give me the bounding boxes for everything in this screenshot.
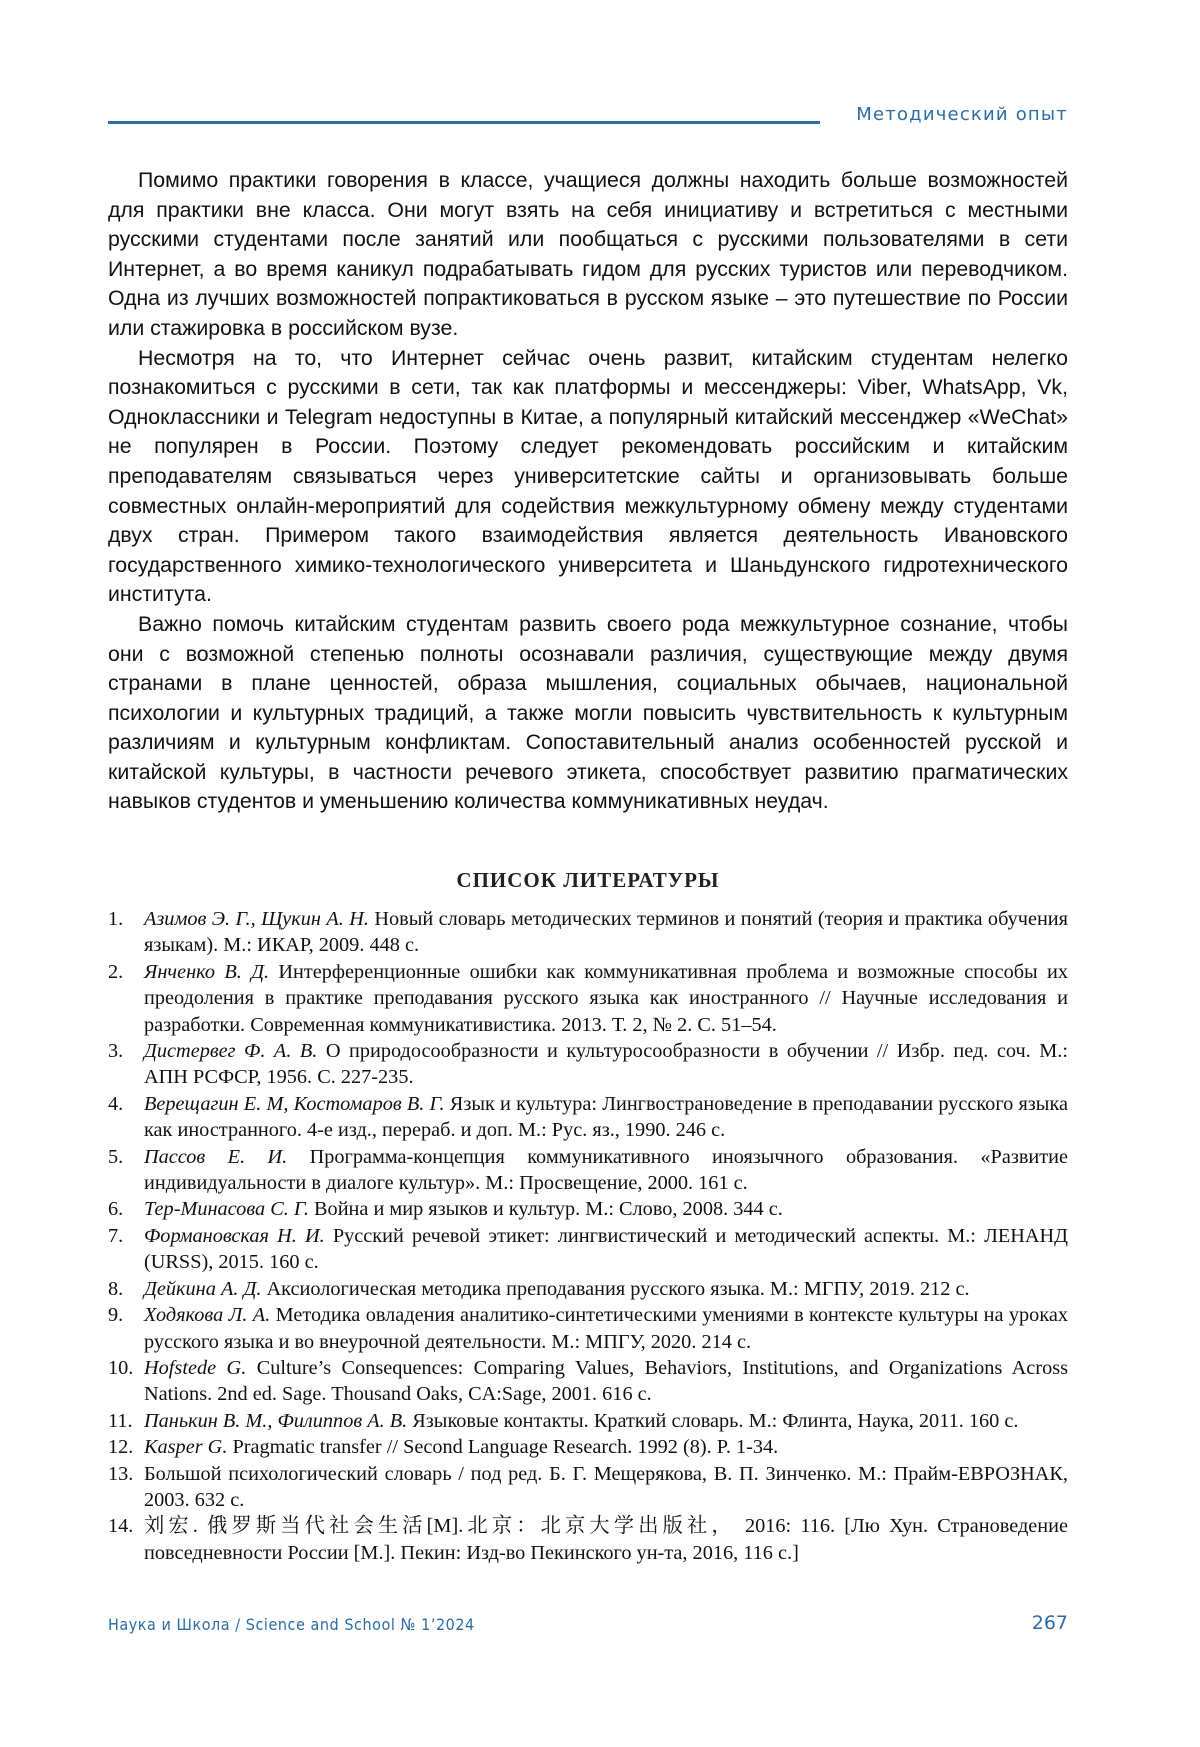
reference-number: 5. <box>108 1145 124 1168</box>
article-body <box>108 166 1068 817</box>
reference-number: 14. <box>108 1515 134 1538</box>
reference-number: 3. <box>108 1040 124 1063</box>
header-rule <box>108 121 820 124</box>
journal-name: Наука и Школа / Science and School № 1’2024 <box>108 1615 475 1634</box>
reference-authors: Ходякова Л. А. <box>144 1304 271 1327</box>
reference-number: 4. <box>108 1092 124 1115</box>
running-header <box>108 104 1068 126</box>
reference-text: Методика овладения аналитико-синтетическими умениями в контексте культуры на уроках русского языка и во внеурочной деятельности. М.: МПГУ, 2020. 214 с. <box>144 1304 1069 1353</box>
reference-item <box>108 1038 1068 1091</box>
reference-authors: Верещагин Е. М, Костомаров В. Г. <box>144 1092 445 1115</box>
reference-authors: Азимов Э. Г., Щукин А. Н. <box>144 908 369 930</box>
reference-authors: Тер-Минасова С. Г. <box>144 1198 309 1221</box>
page-number: 267 <box>1031 1612 1068 1634</box>
reference-authors: Формановская Н. И. <box>144 1224 325 1247</box>
reference-number: 10. <box>108 1356 134 1379</box>
reference-authors: Kasper G. <box>144 1436 228 1459</box>
references-list <box>108 906 1068 1566</box>
reference-item <box>108 1302 1068 1355</box>
running-footer <box>108 1612 1068 1636</box>
reference-text: Pragmatic transfer // Second Language Research. 1992 (8). P. 1-34. <box>227 1436 779 1459</box>
reference-number: 1. <box>108 908 124 930</box>
reference-item <box>108 1355 1068 1408</box>
body-paragraph-1: Помимо практики говорения в классе, учащиеся должны находить больше возможностей для практики вне класса. Они могут взять на себя инициативу и встретиться с местными русскими студентами после занятий или пообщаться с русскими пользователями в сети Интернет, а во время каникул подрабатывать гидом для русских туристов или переводчиком. Одна из лучших возможностей попрактиковаться в русском языке – это путешествие по России или стажировка в российском вузе. <box>108 168 1068 340</box>
reference-item <box>108 1223 1068 1276</box>
reference-number: 9. <box>108 1304 124 1327</box>
reference-authors: Панькин В. М., Филиппов А. В. <box>144 1409 408 1432</box>
reference-number: 12. <box>108 1436 134 1459</box>
reference-text: Языковые контакты. Краткий словарь. М.: Флинта, Наука, 2011. 160 с. <box>407 1409 1019 1432</box>
reference-authors: Hofstede G. <box>144 1356 247 1379</box>
references-title: СПИСОК ЛИТЕРАТУРЫ <box>456 868 720 892</box>
reference-text: 刘宏. 俄罗斯当代社会生活[M].北京：北京大学出版社， 2016: 116. [Лю Хун. Страноведение повседневности России [M.]. Пекин: Изд-во Пекинского ун-та, 2016, 116 с.] <box>144 1515 1068 1564</box>
reference-number: 2. <box>108 960 124 983</box>
reference-number: 7. <box>108 1224 124 1247</box>
reference-text: Culture’s Consequences: Comparing Values, Behaviors, Institutions, and Organizations Across Nations. 2nd ed. Sage. Thousand Oaks, CA:Sage, 2001. 616 с. <box>144 1356 1068 1406</box>
reference-text: Война и мир языков и культур. М.: Слово, 2008. 344 с. <box>308 1198 783 1221</box>
reference-item <box>108 906 1068 959</box>
reference-number: 11. <box>108 1409 133 1432</box>
reference-authors: Дистервег Ф. А. В. <box>144 1040 318 1063</box>
reference-text: Новый словарь методических терминов и понятий (теория и практика обучения языкам). М.: ИКАР, 2009. 448 с. <box>144 908 1068 957</box>
reference-text: Большой психологический словарь / под ред. Б. Г. Мещерякова, В. П. Зинченко. М.: Прайм-ЕВРОЗНАК, 2003. 632 с. <box>144 1462 1068 1511</box>
body-paragraph-3: Важно помочь китайским студентам развить своего рода межкультурное сознание, чтобы они с возможной степенью полноты осознавали различия, существующие между двумя странами в плане ценностей, образа мышления, социальных обычаев, национальной психологии и культурных традиций, а также могли повысить чувствительность к культурным различиям и культурным конфликтам. Сопоставительный анализ особенностей русской и китайской культуры, в частности речевого этикета, способствует развитию прагматических навыков студентов и уменьшению количества коммуникативных неудач. <box>108 611 1068 814</box>
reference-item <box>108 1276 1068 1302</box>
reference-text: О природосообразности и культуросообразности в обучении // Избр. пед. соч. М.: АПН РСФСР, 1956. С. 227-235. <box>144 1040 1068 1089</box>
reference-text: Аксиологическая методика преподавания русского языка. М.: МГПУ, 2019. 212 с. <box>261 1277 970 1300</box>
reference-item <box>108 1461 1068 1514</box>
reference-item <box>108 1434 1068 1460</box>
reference-item <box>108 1144 1068 1197</box>
reference-authors: Янченко В. Д. <box>144 960 270 983</box>
reference-item <box>108 1513 1068 1566</box>
reference-item <box>108 959 1068 1038</box>
body-paragraph-2: Несмотря на то, что Интернет сейчас очень развит, китайским студентам нелегко познакомиться с русскими в сети, так как платформы и мессенджеры: Viber, WhatsApp, Vk, Одноклассники и Telegram недоступны в Китае, а популярный китайский мессенджер «WeChat» не популярен в России. Поэтому следует рекомендовать российским и китайским преподавателям связываться через университетские сайты и организовывать больше совместных онлайн-мероприятий для содействия межкультурному обмену между студентами двух стран. Примером такого взаимодействия является деятельность Ивановского государственного химико-технологического университета и Шаньдунского гидротехнического института. <box>108 345 1068 607</box>
reference-text: Русский речевой этикет: лингвистический и методический аспекты. М.: ЛЕНАНД (URSS), 2015. 160 с. <box>144 1224 1069 1274</box>
reference-authors: Пассов Е. И. <box>144 1145 288 1168</box>
reference-text: Программа-концепция коммуникативного иноязычного образования. «Развитие индивидуальности в диалоге культур». М.: Просвещение, 2000. 161 с. <box>144 1145 1068 1195</box>
reference-number: 6. <box>108 1198 124 1221</box>
section-name: Методический опыт <box>856 104 1068 125</box>
reference-number: 8. <box>108 1277 124 1300</box>
reference-number: 13. <box>108 1462 134 1485</box>
reference-item <box>108 1091 1068 1144</box>
reference-text: Язык и культура: Лингвострановедение в преподавании русского языка как иностранного. 4-е изд., перераб. и доп. М.: Рус. яз., 1990. 246 с. <box>144 1092 1068 1142</box>
reference-text: Интерференционные ошибки как коммуникативная проблема и возможные способы их преодоления в практике преподавания русского языка как иностранного // Научные исследования и разработки. Современная коммуникативистика. 2013. Т. 2, № 2. С. 51–54. <box>144 960 1068 1036</box>
reference-item <box>108 1408 1068 1434</box>
reference-authors: Дейкина А. Д. <box>144 1277 262 1300</box>
reference-item <box>108 1196 1068 1222</box>
